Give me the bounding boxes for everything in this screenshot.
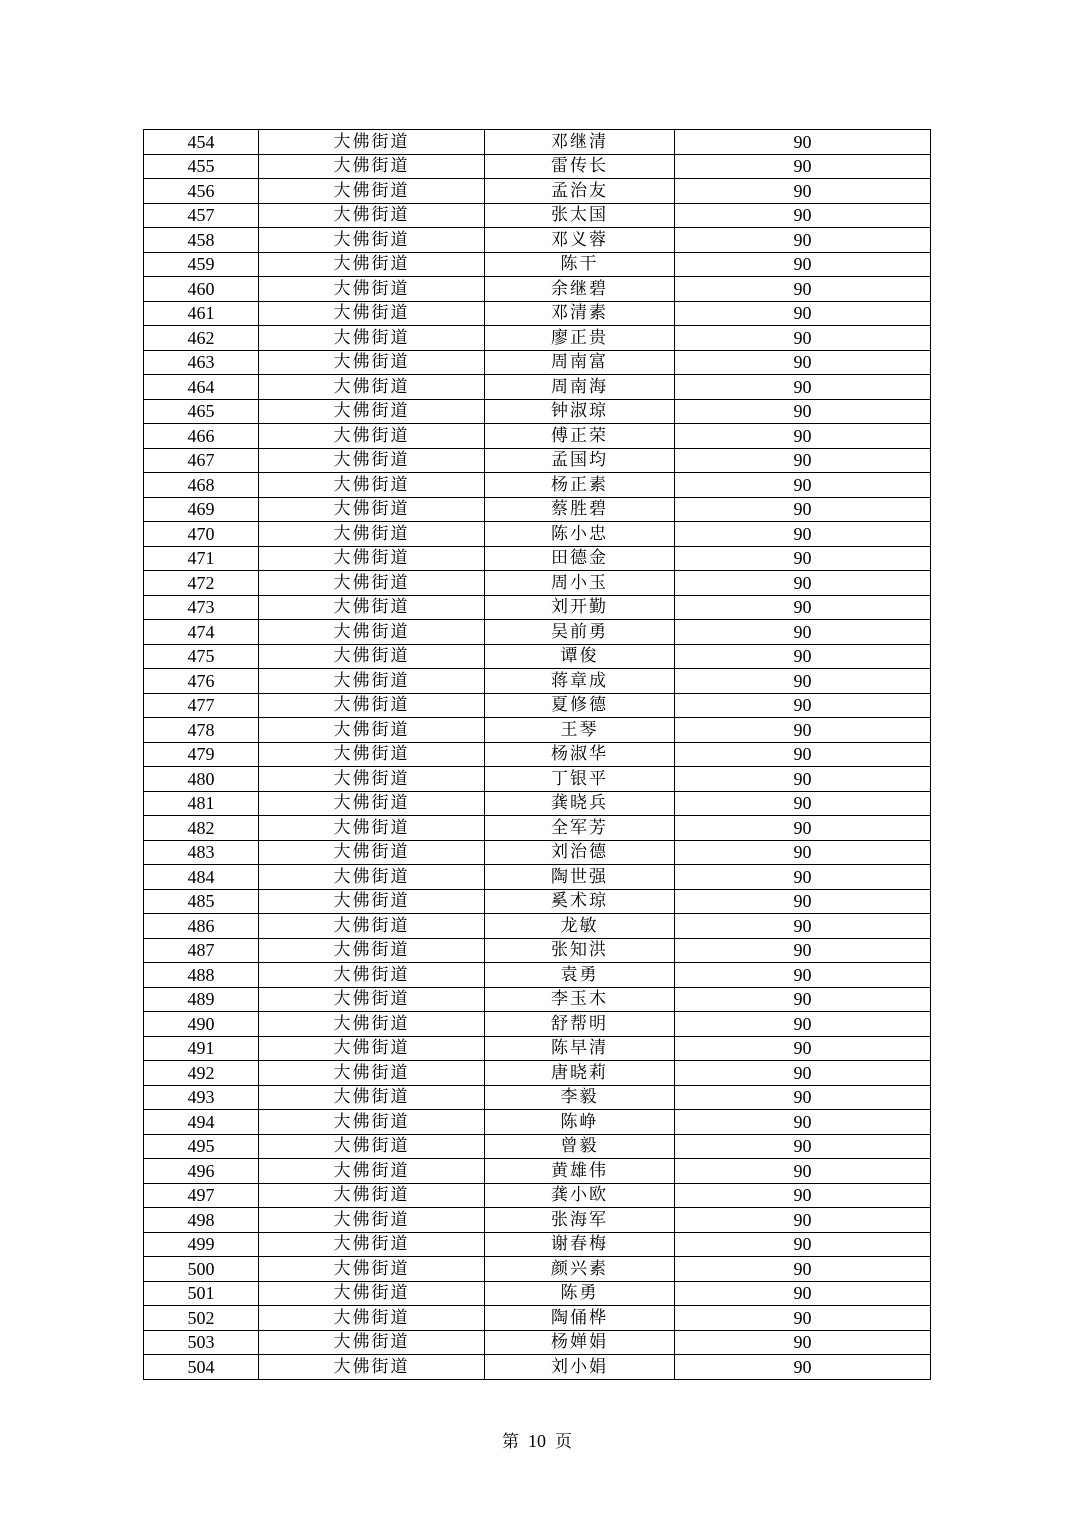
table-row xyxy=(144,1012,931,1037)
table-row xyxy=(144,546,931,571)
score-cell: 90 xyxy=(675,1330,931,1355)
street-cell: 大佛街道 xyxy=(259,203,485,228)
person-name-cell: 吴前勇 xyxy=(485,620,675,645)
street-cell: 大佛街道 xyxy=(259,595,485,620)
score-cell: 90 xyxy=(675,1134,931,1159)
table-row xyxy=(144,571,931,596)
street-cell: 大佛街道 xyxy=(259,179,485,204)
score-cell: 90 xyxy=(675,767,931,792)
row-number-cell: 489 xyxy=(144,987,259,1012)
table-row xyxy=(144,1330,931,1355)
person-name-cell: 张知洪 xyxy=(485,938,675,963)
score-cell: 90 xyxy=(675,1306,931,1331)
street-cell: 大佛街道 xyxy=(259,767,485,792)
score-cell: 90 xyxy=(675,326,931,351)
page-footer xyxy=(0,1430,1074,1453)
score-cell: 90 xyxy=(675,938,931,963)
score-cell: 90 xyxy=(675,1012,931,1037)
score-cell: 90 xyxy=(675,865,931,890)
person-name-cell: 黄雄伟 xyxy=(485,1159,675,1184)
street-cell: 大佛街道 xyxy=(259,1257,485,1282)
score-cell: 90 xyxy=(675,252,931,277)
person-name-cell: 陶俑桦 xyxy=(485,1306,675,1331)
street-cell: 大佛街道 xyxy=(259,620,485,645)
row-number-cell: 475 xyxy=(144,644,259,669)
person-name-cell: 曾毅 xyxy=(485,1134,675,1159)
table-row xyxy=(144,1306,931,1331)
score-cell: 90 xyxy=(675,889,931,914)
score-cell: 90 xyxy=(675,448,931,473)
page-footer-prefix: 第 xyxy=(502,1432,519,1452)
score-cell: 90 xyxy=(675,963,931,988)
page-footer-suffix: 页 xyxy=(555,1432,572,1452)
table-row xyxy=(144,130,931,155)
table-row xyxy=(144,301,931,326)
table-row xyxy=(144,865,931,890)
score-cell: 90 xyxy=(675,154,931,179)
person-name-cell: 邓清素 xyxy=(485,301,675,326)
table-row xyxy=(144,1232,931,1257)
table-row xyxy=(144,522,931,547)
street-cell: 大佛街道 xyxy=(259,473,485,498)
person-name-cell: 龙敏 xyxy=(485,914,675,939)
score-cell: 90 xyxy=(675,816,931,841)
person-name-cell: 周南海 xyxy=(485,375,675,400)
street-cell: 大佛街道 xyxy=(259,1134,485,1159)
table-row xyxy=(144,742,931,767)
row-number-cell: 455 xyxy=(144,154,259,179)
street-cell: 大佛街道 xyxy=(259,252,485,277)
row-number-cell: 454 xyxy=(144,130,259,155)
row-number-cell: 482 xyxy=(144,816,259,841)
row-number-cell: 460 xyxy=(144,277,259,302)
row-number-cell: 459 xyxy=(144,252,259,277)
person-name-cell: 杨婵娟 xyxy=(485,1330,675,1355)
street-cell: 大佛街道 xyxy=(259,669,485,694)
street-cell: 大佛街道 xyxy=(259,1085,485,1110)
score-cell: 90 xyxy=(675,1355,931,1380)
table-row xyxy=(144,424,931,449)
row-number-cell: 501 xyxy=(144,1281,259,1306)
score-cell: 90 xyxy=(675,669,931,694)
table-row xyxy=(144,179,931,204)
score-cell: 90 xyxy=(675,301,931,326)
person-name-cell: 邓义蓉 xyxy=(485,228,675,253)
street-cell: 大佛街道 xyxy=(259,228,485,253)
person-name-cell: 周南富 xyxy=(485,350,675,375)
table-row xyxy=(144,1159,931,1184)
score-cell: 90 xyxy=(675,1061,931,1086)
person-name-cell: 陈勇 xyxy=(485,1281,675,1306)
row-number-cell: 468 xyxy=(144,473,259,498)
street-cell: 大佛街道 xyxy=(259,571,485,596)
table-row xyxy=(144,448,931,473)
score-cell: 90 xyxy=(675,473,931,498)
score-cell: 90 xyxy=(675,424,931,449)
row-number-cell: 486 xyxy=(144,914,259,939)
row-number-cell: 456 xyxy=(144,179,259,204)
row-number-cell: 491 xyxy=(144,1036,259,1061)
person-name-cell: 陈小忠 xyxy=(485,522,675,547)
score-cell: 90 xyxy=(675,987,931,1012)
table-row xyxy=(144,1036,931,1061)
row-number-cell: 484 xyxy=(144,865,259,890)
table-row xyxy=(144,938,931,963)
row-number-cell: 480 xyxy=(144,767,259,792)
table-row xyxy=(144,473,931,498)
person-name-cell: 陶世强 xyxy=(485,865,675,890)
row-number-cell: 466 xyxy=(144,424,259,449)
roster-table-body xyxy=(144,130,931,1380)
person-name-cell: 陈早清 xyxy=(485,1036,675,1061)
person-name-cell: 傅正荣 xyxy=(485,424,675,449)
score-cell: 90 xyxy=(675,693,931,718)
table-row xyxy=(144,350,931,375)
table-row xyxy=(144,1061,931,1086)
table-row xyxy=(144,497,931,522)
person-name-cell: 刘小娟 xyxy=(485,1355,675,1380)
row-number-cell: 500 xyxy=(144,1257,259,1282)
street-cell: 大佛街道 xyxy=(259,840,485,865)
row-number-cell: 498 xyxy=(144,1208,259,1233)
table-row xyxy=(144,1355,931,1380)
table-row xyxy=(144,816,931,841)
row-number-cell: 470 xyxy=(144,522,259,547)
score-cell: 90 xyxy=(675,742,931,767)
row-number-cell: 476 xyxy=(144,669,259,694)
table-row xyxy=(144,889,931,914)
row-number-cell: 492 xyxy=(144,1061,259,1086)
street-cell: 大佛街道 xyxy=(259,497,485,522)
person-name-cell: 李玉木 xyxy=(485,987,675,1012)
street-cell: 大佛街道 xyxy=(259,375,485,400)
person-name-cell: 刘开勤 xyxy=(485,595,675,620)
row-number-cell: 499 xyxy=(144,1232,259,1257)
person-name-cell: 颜兴素 xyxy=(485,1257,675,1282)
row-number-cell: 487 xyxy=(144,938,259,963)
street-cell: 大佛街道 xyxy=(259,816,485,841)
person-name-cell: 张海军 xyxy=(485,1208,675,1233)
person-name-cell: 邓继清 xyxy=(485,130,675,155)
street-cell: 大佛街道 xyxy=(259,326,485,351)
row-number-cell: 473 xyxy=(144,595,259,620)
table-row xyxy=(144,277,931,302)
street-cell: 大佛街道 xyxy=(259,644,485,669)
person-name-cell: 余继碧 xyxy=(485,277,675,302)
street-cell: 大佛街道 xyxy=(259,1036,485,1061)
score-cell: 90 xyxy=(675,1208,931,1233)
score-cell: 90 xyxy=(675,130,931,155)
score-cell: 90 xyxy=(675,277,931,302)
score-cell: 90 xyxy=(675,718,931,743)
person-name-cell: 李毅 xyxy=(485,1085,675,1110)
row-number-cell: 458 xyxy=(144,228,259,253)
person-name-cell: 蒋章成 xyxy=(485,669,675,694)
person-name-cell: 龚晓兵 xyxy=(485,791,675,816)
person-name-cell: 唐晓莉 xyxy=(485,1061,675,1086)
score-cell: 90 xyxy=(675,497,931,522)
person-name-cell: 孟国均 xyxy=(485,448,675,473)
row-number-cell: 471 xyxy=(144,546,259,571)
street-cell: 大佛街道 xyxy=(259,1183,485,1208)
table-row xyxy=(144,963,931,988)
street-cell: 大佛街道 xyxy=(259,938,485,963)
table-row xyxy=(144,914,931,939)
table-row xyxy=(144,1134,931,1159)
row-number-cell: 469 xyxy=(144,497,259,522)
row-number-cell: 462 xyxy=(144,326,259,351)
score-cell: 90 xyxy=(675,914,931,939)
table-row xyxy=(144,1110,931,1135)
table-row xyxy=(144,1208,931,1233)
table-row xyxy=(144,154,931,179)
street-cell: 大佛街道 xyxy=(259,277,485,302)
person-name-cell: 田德金 xyxy=(485,546,675,571)
table-row xyxy=(144,1183,931,1208)
table-row xyxy=(144,718,931,743)
person-name-cell: 王琴 xyxy=(485,718,675,743)
row-number-cell: 457 xyxy=(144,203,259,228)
street-cell: 大佛街道 xyxy=(259,1061,485,1086)
street-cell: 大佛街道 xyxy=(259,399,485,424)
street-cell: 大佛街道 xyxy=(259,130,485,155)
row-number-cell: 477 xyxy=(144,693,259,718)
person-name-cell: 蔡胜碧 xyxy=(485,497,675,522)
row-number-cell: 481 xyxy=(144,791,259,816)
person-name-cell: 陈干 xyxy=(485,252,675,277)
person-name-cell: 孟治友 xyxy=(485,179,675,204)
score-cell: 90 xyxy=(675,350,931,375)
score-cell: 90 xyxy=(675,620,931,645)
score-cell: 90 xyxy=(675,179,931,204)
score-cell: 90 xyxy=(675,595,931,620)
row-number-cell: 488 xyxy=(144,963,259,988)
person-name-cell: 舒帮明 xyxy=(485,1012,675,1037)
row-number-cell: 461 xyxy=(144,301,259,326)
row-number-cell: 495 xyxy=(144,1134,259,1159)
table-row xyxy=(144,767,931,792)
person-name-cell: 陈峥 xyxy=(485,1110,675,1135)
person-name-cell: 袁勇 xyxy=(485,963,675,988)
row-number-cell: 503 xyxy=(144,1330,259,1355)
table-row xyxy=(144,1281,931,1306)
person-name-cell: 廖正贵 xyxy=(485,326,675,351)
score-cell: 90 xyxy=(675,571,931,596)
street-cell: 大佛街道 xyxy=(259,1355,485,1380)
score-cell: 90 xyxy=(675,1257,931,1282)
row-number-cell: 464 xyxy=(144,375,259,400)
person-name-cell: 奚术琼 xyxy=(485,889,675,914)
table-row xyxy=(144,375,931,400)
person-name-cell: 雷传长 xyxy=(485,154,675,179)
person-name-cell: 钟淑琼 xyxy=(485,399,675,424)
street-cell: 大佛街道 xyxy=(259,889,485,914)
score-cell: 90 xyxy=(675,1183,931,1208)
person-name-cell: 丁银平 xyxy=(485,767,675,792)
street-cell: 大佛街道 xyxy=(259,1110,485,1135)
row-number-cell: 485 xyxy=(144,889,259,914)
street-cell: 大佛街道 xyxy=(259,301,485,326)
person-name-cell: 周小玉 xyxy=(485,571,675,596)
score-cell: 90 xyxy=(675,1159,931,1184)
person-name-cell: 全军芳 xyxy=(485,816,675,841)
row-number-cell: 467 xyxy=(144,448,259,473)
street-cell: 大佛街道 xyxy=(259,914,485,939)
street-cell: 大佛街道 xyxy=(259,1208,485,1233)
street-cell: 大佛街道 xyxy=(259,1306,485,1331)
row-number-cell: 493 xyxy=(144,1085,259,1110)
table-row xyxy=(144,620,931,645)
street-cell: 大佛街道 xyxy=(259,350,485,375)
row-number-cell: 465 xyxy=(144,399,259,424)
person-name-cell: 谢春梅 xyxy=(485,1232,675,1257)
table-row xyxy=(144,644,931,669)
row-number-cell: 472 xyxy=(144,571,259,596)
score-cell: 90 xyxy=(675,399,931,424)
table-row xyxy=(144,791,931,816)
table-row xyxy=(144,840,931,865)
row-number-cell: 496 xyxy=(144,1159,259,1184)
table-row xyxy=(144,228,931,253)
row-number-cell: 479 xyxy=(144,742,259,767)
street-cell: 大佛街道 xyxy=(259,1159,485,1184)
person-name-cell: 刘治德 xyxy=(485,840,675,865)
table-row xyxy=(144,1085,931,1110)
score-cell: 90 xyxy=(675,522,931,547)
row-number-cell: 504 xyxy=(144,1355,259,1380)
score-cell: 90 xyxy=(675,1232,931,1257)
street-cell: 大佛街道 xyxy=(259,1232,485,1257)
table-row xyxy=(144,252,931,277)
street-cell: 大佛街道 xyxy=(259,963,485,988)
person-name-cell: 夏修德 xyxy=(485,693,675,718)
score-cell: 90 xyxy=(675,203,931,228)
person-name-cell: 杨正素 xyxy=(485,473,675,498)
row-number-cell: 502 xyxy=(144,1306,259,1331)
table-row xyxy=(144,693,931,718)
score-cell: 90 xyxy=(675,375,931,400)
person-name-cell: 张太国 xyxy=(485,203,675,228)
score-cell: 90 xyxy=(675,840,931,865)
table-row xyxy=(144,399,931,424)
score-cell: 90 xyxy=(675,644,931,669)
street-cell: 大佛街道 xyxy=(259,718,485,743)
table-row xyxy=(144,1257,931,1282)
row-number-cell: 490 xyxy=(144,1012,259,1037)
street-cell: 大佛街道 xyxy=(259,1012,485,1037)
roster-table xyxy=(143,129,931,1380)
score-cell: 90 xyxy=(675,546,931,571)
table-row xyxy=(144,203,931,228)
row-number-cell: 483 xyxy=(144,840,259,865)
row-number-cell: 478 xyxy=(144,718,259,743)
score-cell: 90 xyxy=(675,228,931,253)
street-cell: 大佛街道 xyxy=(259,424,485,449)
street-cell: 大佛街道 xyxy=(259,522,485,547)
street-cell: 大佛街道 xyxy=(259,1330,485,1355)
street-cell: 大佛街道 xyxy=(259,448,485,473)
street-cell: 大佛街道 xyxy=(259,742,485,767)
table-row xyxy=(144,987,931,1012)
score-cell: 90 xyxy=(675,1110,931,1135)
score-cell: 90 xyxy=(675,1085,931,1110)
row-number-cell: 497 xyxy=(144,1183,259,1208)
street-cell: 大佛街道 xyxy=(259,1281,485,1306)
street-cell: 大佛街道 xyxy=(259,987,485,1012)
row-number-cell: 463 xyxy=(144,350,259,375)
row-number-cell: 474 xyxy=(144,620,259,645)
table-row xyxy=(144,326,931,351)
score-cell: 90 xyxy=(675,791,931,816)
score-cell: 90 xyxy=(675,1036,931,1061)
score-cell: 90 xyxy=(675,1281,931,1306)
page-number: 10 xyxy=(528,1431,546,1451)
person-name-cell: 龚小欧 xyxy=(485,1183,675,1208)
person-name-cell: 杨淑华 xyxy=(485,742,675,767)
street-cell: 大佛街道 xyxy=(259,791,485,816)
row-number-cell: 494 xyxy=(144,1110,259,1135)
table-row xyxy=(144,595,931,620)
street-cell: 大佛街道 xyxy=(259,693,485,718)
table-row xyxy=(144,669,931,694)
street-cell: 大佛街道 xyxy=(259,546,485,571)
street-cell: 大佛街道 xyxy=(259,865,485,890)
person-name-cell: 谭俊 xyxy=(485,644,675,669)
street-cell: 大佛街道 xyxy=(259,154,485,179)
